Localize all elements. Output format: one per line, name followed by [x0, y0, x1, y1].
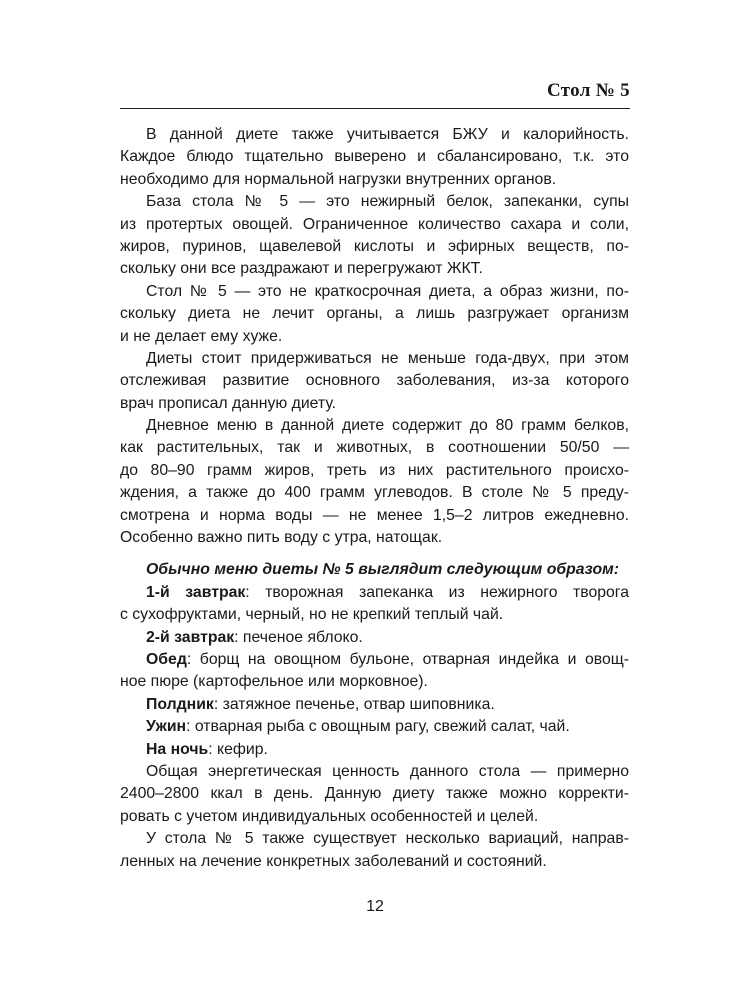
text-line: 2400–2800 ккал в день. Данную диету также можно корректи-	[120, 785, 629, 803]
menu-label: Обед	[146, 650, 187, 668]
menu-text: : творожная запеканка из нежирного творога	[245, 583, 629, 601]
paragraph-2	[120, 191, 629, 281]
header-rule	[120, 108, 630, 109]
text-line: с сухофруктами, черный, но не крепкий теплый чай.	[120, 606, 504, 624]
text-line: отслеживая развитие основного заболевания, из-за которого	[120, 372, 629, 390]
text-line: Каждое блюдо тщательно выверено и сбалансировано, т.к. это	[120, 148, 629, 166]
paragraph-1	[120, 124, 629, 191]
menu-text: : затяжное печенье, отвар шиповника.	[213, 695, 495, 713]
menu-text: : печеное яблоко.	[234, 628, 363, 646]
menu-label: Ужин	[146, 718, 187, 736]
text-line: ждения, а также до 400 грамм углеводов. В столе № 5 преду-	[120, 484, 629, 502]
menu-heading: Обычно меню диеты № 5 выглядит следующим образом:	[146, 561, 620, 579]
menu-item-snack	[120, 694, 629, 716]
running-head-title: Стол № 5	[547, 80, 630, 101]
text-line: скольку диета не лечит органы, а лишь разгружает организм	[120, 305, 629, 323]
text-line: скольку они все раздражают и перегружают ЖКТ.	[120, 260, 483, 278]
text-line: ленных на лечение конкретных заболеваний и состояний.	[120, 852, 547, 870]
text-line: до 80–90 грамм жиров, треть из них растительного происхо-	[120, 461, 629, 479]
menu-item-lunch	[120, 649, 629, 671]
body-text	[120, 124, 629, 873]
menu-text: : борщ на овощном бульоне, отварная индейка и овощ-	[186, 650, 629, 668]
text-line: смотрена и норма воды — не менее 1,5–2 литров ежедневно.	[120, 506, 629, 524]
menu-text: : отварная рыба с овощным рагу, свежий салат, чай.	[186, 718, 570, 736]
text-line: ное пюре (картофельное или морковное).	[120, 673, 428, 691]
menu-item-dinner	[120, 716, 629, 738]
menu-text: : кефир.	[208, 740, 268, 758]
paragraph-5	[120, 415, 629, 549]
text-line: У стола № 5 также существует несколько вариаций, направ-	[146, 830, 629, 848]
text-line: необходимо для нормальной нагрузки внутренних органов.	[120, 170, 557, 188]
text-line: ровать с учетом индивидуальных особенностей и целей.	[120, 807, 539, 825]
text-line: как растительных, так и животных, в соотношении 50/50 —	[120, 439, 629, 457]
text-line: Стол № 5 — это не краткосрочная диета, а образ жизни, по-	[146, 282, 629, 300]
text-line: жиров, пуринов, щавелевой кислоты и эфирных веществ, по-	[120, 237, 629, 255]
text-line: из протертых овощей. Ограниченное количество сахара и соли,	[120, 215, 629, 233]
paragraph-3	[120, 281, 629, 348]
text-line: Особенно важно пить воду с утра, натощак.	[120, 529, 443, 547]
text-line: врач прописал данную диету.	[120, 394, 337, 412]
menu-item-breakfast-2	[120, 627, 629, 649]
paragraph-6	[120, 761, 629, 828]
section-gap	[120, 549, 629, 559]
text-line: Дневное меню в данной диете содержит до 80 грамм белков,	[146, 417, 629, 435]
menu-label: На ночь	[146, 740, 209, 758]
menu-item-night	[120, 739, 629, 761]
menu-item-breakfast-1	[120, 582, 629, 604]
paragraph-7	[120, 828, 629, 873]
menu-label: 2-й завтрак	[146, 628, 235, 646]
page-number: 12	[366, 898, 384, 915]
paragraph-4	[120, 348, 629, 415]
menu-section	[120, 559, 629, 761]
menu-label: 1-й завтрак	[146, 583, 246, 601]
text-line: В данной диете также учитывается БЖУ и калорийность.	[146, 126, 629, 143]
text-line: Общая энергетическая ценность данного стола — примерно	[146, 762, 629, 780]
text-line: База стола № 5 — это нежирный белок, запеканки, супы	[146, 193, 629, 211]
menu-label: Полдник	[146, 695, 214, 713]
text-line: и не делает ему хуже.	[120, 327, 283, 345]
text-line: Диеты стоит придерживаться не меньше года-двух, при этом	[146, 349, 629, 367]
